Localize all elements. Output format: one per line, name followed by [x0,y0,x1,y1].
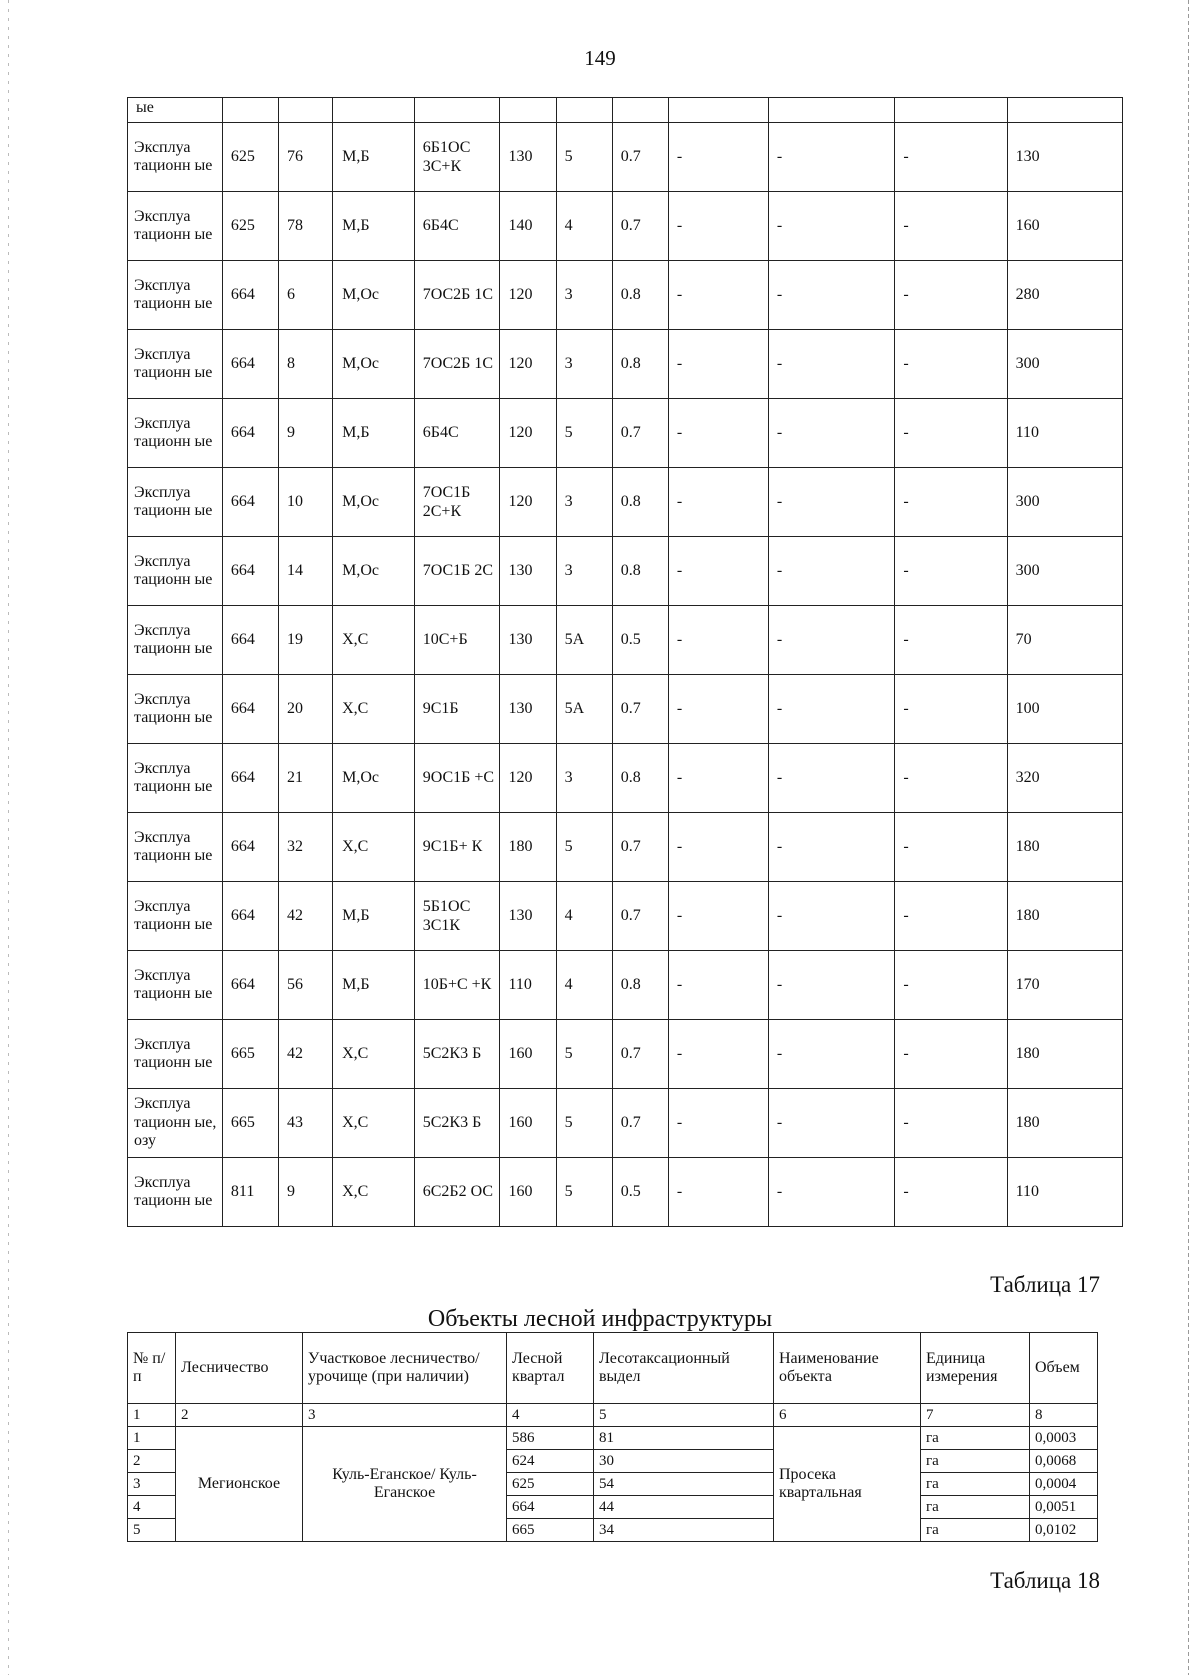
table-row [128,1089,1123,1158]
row-number: 5 [128,1519,176,1542]
plot-cell: 42 [279,1020,333,1089]
scan-edge-left [8,0,9,1675]
empty-cell: - [895,330,1007,399]
bonitet-cell: 4 [556,882,612,951]
empty-cell: - [895,1158,1007,1227]
column-number: 3 [303,1404,507,1427]
density-cell: 0.7 [612,1089,668,1158]
empty-cell: - [668,468,768,537]
quarter-cell: 664 [222,675,278,744]
bonitet-cell: 5 [556,123,612,192]
table-18-caption: Таблица 18 [990,1568,1100,1593]
category-cell: Эксплуа тационн ые, озу [128,1089,223,1158]
table-header-row [128,1333,1098,1404]
table-row [128,744,1123,813]
age-cell: 130 [500,606,556,675]
age-cell: 130 [500,537,556,606]
volume-cell: 100 [1007,675,1122,744]
density-cell: 0.8 [612,261,668,330]
age-cell: 180 [500,813,556,882]
logging-sites-table [127,97,1123,1227]
composition-cell: 5С2К3 Б [414,1089,500,1158]
empty-cell [222,98,278,123]
species-cell: Х,С [333,606,415,675]
plot-cell: 9 [279,1158,333,1227]
plot-cell: 54 [594,1473,774,1496]
table-row [128,675,1123,744]
age-cell: 120 [500,261,556,330]
category-cell: Эксплуа тационн ые [128,1020,223,1089]
header-cell: Лесотаксационный выдел [594,1333,774,1404]
quarter-cell: 586 [507,1427,594,1450]
column-number: 6 [774,1404,921,1427]
empty-cell: - [668,606,768,675]
table-row [128,1158,1123,1227]
header-cell: Наименование объекта [774,1333,921,1404]
volume-cell: 180 [1007,882,1122,951]
composition-cell: 5С2К3 Б [414,1020,500,1089]
logging-sites-table-body [128,98,1123,1227]
bonitet-cell: 5А [556,606,612,675]
empty-cell [895,98,1007,123]
plot-cell: 42 [279,882,333,951]
empty-cell: - [768,882,895,951]
quarter-cell: 664 [222,606,278,675]
table-row [128,606,1123,675]
empty-cell: - [895,192,1007,261]
composition-cell: 7ОС1Б 2С+К [414,468,500,537]
empty-cell [333,98,415,123]
empty-cell: - [668,123,768,192]
density-cell: 0.7 [612,813,668,882]
quarter-cell: 625 [222,192,278,261]
volume-cell: 70 [1007,606,1122,675]
empty-cell: - [768,261,895,330]
composition-cell: 9ОС1Б +С [414,744,500,813]
species-cell: М,Ос [333,744,415,813]
column-number-row [128,1404,1098,1427]
species-cell: М,Б [333,951,415,1020]
empty-cell: - [768,330,895,399]
bonitet-cell: 5 [556,399,612,468]
unit-cell: га [921,1427,1030,1450]
species-cell: Х,С [333,813,415,882]
age-cell: 130 [500,675,556,744]
empty-cell [668,98,768,123]
column-number: 4 [507,1404,594,1427]
volume-cell: 110 [1007,399,1122,468]
species-cell: Х,С [333,1020,415,1089]
age-cell: 120 [500,468,556,537]
empty-cell: - [768,744,895,813]
row-number: 1 [128,1427,176,1450]
volume-cell: 0,0068 [1030,1450,1098,1473]
empty-cell [279,98,333,123]
density-cell: 0.7 [612,192,668,261]
header-cell: Лесной квартал [507,1333,594,1404]
empty-cell: - [768,951,895,1020]
row-number: 2 [128,1450,176,1473]
category-cell: Эксплуа тационн ые [128,1158,223,1227]
unit-cell: га [921,1450,1030,1473]
bonitet-cell: 3 [556,537,612,606]
empty-cell: - [668,675,768,744]
density-cell: 0.7 [612,882,668,951]
empty-cell: - [668,330,768,399]
table-row [128,468,1123,537]
quarter-cell: 625 [222,123,278,192]
composition-cell: 6Б1ОС 3С+К [414,123,500,192]
quarter-cell: 664 [222,537,278,606]
species-cell: Х,С [333,1158,415,1227]
category-cell: Эксплуа тационн ые [128,123,223,192]
table-row [128,123,1123,192]
age-cell: 140 [500,192,556,261]
table-row [128,951,1123,1020]
empty-cell: - [895,1020,1007,1089]
quarter-cell: 664 [507,1496,594,1519]
empty-cell: - [895,882,1007,951]
header-cell: Единица измерения [921,1333,1030,1404]
composition-cell: 6С2Б2 ОС [414,1158,500,1227]
table-17-title: Объекты лесной инфраструктуры [427,1306,773,1332]
quarter-cell: 664 [222,261,278,330]
plot-cell: 76 [279,123,333,192]
category-cell: Эксплуа тационн ые [128,813,223,882]
plot-cell: 32 [279,813,333,882]
empty-cell: - [768,606,895,675]
empty-cell: - [895,813,1007,882]
volume-cell: 180 [1007,1020,1122,1089]
plot-cell: 81 [594,1427,774,1450]
category-cell: Эксплуа тационн ые [128,744,223,813]
empty-cell: - [668,399,768,468]
plot-cell: 43 [279,1089,333,1158]
unit-cell: га [921,1473,1030,1496]
header-cell: № п/п [128,1333,176,1404]
plot-cell: 20 [279,675,333,744]
empty-cell: - [668,813,768,882]
column-number: 1 [128,1404,176,1427]
volume-cell: 130 [1007,123,1122,192]
quarter-cell: 664 [222,813,278,882]
age-cell: 130 [500,882,556,951]
empty-cell: - [895,744,1007,813]
empty-cell: - [895,468,1007,537]
empty-cell: - [768,537,895,606]
plot-cell: 21 [279,744,333,813]
forestry-cell: Мегионское [176,1427,303,1542]
empty-cell: - [768,123,895,192]
empty-cell: - [768,675,895,744]
empty-cell: - [895,1089,1007,1158]
density-cell: 0.5 [612,1158,668,1227]
bonitet-cell: 5 [556,1089,612,1158]
bonitet-cell: 5 [556,1020,612,1089]
empty-cell: - [895,951,1007,1020]
empty-cell: - [895,123,1007,192]
empty-cell: - [668,1020,768,1089]
quarter-cell: 664 [222,330,278,399]
composition-cell: 7ОС2Б 1С [414,261,500,330]
density-cell: 0.8 [612,330,668,399]
composition-cell: 6Б4С [414,399,500,468]
table-17-caption: Таблица 17 [990,1272,1100,1297]
empty-cell: - [768,813,895,882]
volume-cell: 160 [1007,192,1122,261]
composition-cell: 5Б1ОС 3С1К [414,882,500,951]
object-cell: Просека квартальная [774,1427,921,1542]
category-cell: Эксплуа тационн ые [128,537,223,606]
table-row [128,1427,1098,1450]
empty-cell: - [768,399,895,468]
table-row [128,537,1123,606]
volume-cell: 0,0004 [1030,1473,1098,1496]
category-cell: Эксплуа тационн ые [128,882,223,951]
species-cell: М,Ос [333,468,415,537]
density-cell: 0.7 [612,123,668,192]
volume-cell: 300 [1007,468,1122,537]
density-cell: 0.8 [612,951,668,1020]
empty-cell: - [668,261,768,330]
unit-cell: га [921,1496,1030,1519]
volume-cell: 0,0003 [1030,1427,1098,1450]
quarter-cell: 664 [222,399,278,468]
volume-cell: 0,0051 [1030,1496,1098,1519]
table-row [128,1020,1123,1089]
species-cell: М,Б [333,192,415,261]
bonitet-cell: 5 [556,813,612,882]
volume-cell: 170 [1007,951,1122,1020]
empty-cell: - [895,399,1007,468]
column-number: 5 [594,1404,774,1427]
column-number: 7 [921,1404,1030,1427]
empty-cell [556,98,612,123]
category-cell: Эксплуа тационн ые [128,468,223,537]
header-cell: Участковое лесничество/урочище (при наличии) [303,1333,507,1404]
empty-cell: - [768,1020,895,1089]
plot-cell: 56 [279,951,333,1020]
species-cell: М,Ос [333,261,415,330]
volume-cell: 300 [1007,330,1122,399]
species-cell: М,Б [333,123,415,192]
table-row [128,399,1123,468]
bonitet-cell: 3 [556,468,612,537]
plot-cell: 10 [279,468,333,537]
volume-cell: 0,0102 [1030,1519,1098,1542]
density-cell: 0.7 [612,675,668,744]
district-cell: Куль-Еганское/ Куль-Еганское [303,1427,507,1542]
empty-cell [612,98,668,123]
age-cell: 120 [500,330,556,399]
age-cell: 160 [500,1089,556,1158]
empty-cell: - [768,1089,895,1158]
category-cell: Эксплуа тационн ые [128,951,223,1020]
volume-cell: 180 [1007,1089,1122,1158]
forest-infrastructure-table [127,1332,1098,1542]
plot-cell: 78 [279,192,333,261]
table-row [128,813,1123,882]
empty-cell [414,98,500,123]
empty-cell: - [768,192,895,261]
empty-cell: - [668,951,768,1020]
table-row [128,330,1123,399]
column-number: 8 [1030,1404,1098,1427]
page-number: 149 [584,46,616,70]
volume-cell: 110 [1007,1158,1122,1227]
category-cell: Эксплуа тационн ые [128,261,223,330]
bonitet-cell: 5 [556,1158,612,1227]
column-number: 2 [176,1404,303,1427]
scan-edge-right [1188,0,1189,1675]
density-cell: 0.7 [612,1020,668,1089]
volume-cell: 300 [1007,537,1122,606]
density-cell: 0.5 [612,606,668,675]
plot-cell: 34 [594,1519,774,1542]
density-cell: 0.8 [612,744,668,813]
composition-cell: 6Б4С [414,192,500,261]
age-cell: 160 [500,1020,556,1089]
header-cell: Объем [1030,1333,1098,1404]
category-cell: Эксплуа тационн ые [128,192,223,261]
category-cell: Эксплуа тационн ые [128,675,223,744]
species-cell: М,Ос [333,330,415,399]
density-cell: 0.8 [612,468,668,537]
species-cell: Х,С [333,1089,415,1158]
empty-cell: - [895,261,1007,330]
volume-cell: 320 [1007,744,1122,813]
plot-cell: 6 [279,261,333,330]
bonitet-cell: 3 [556,261,612,330]
empty-cell: - [668,537,768,606]
age-cell: 130 [500,123,556,192]
composition-cell: 9С1Б [414,675,500,744]
empty-cell: - [895,537,1007,606]
composition-cell: 10Б+С +К [414,951,500,1020]
table-row [128,261,1123,330]
empty-cell: - [668,192,768,261]
density-cell: 0.8 [612,537,668,606]
quarter-cell: 664 [222,882,278,951]
table-row [128,192,1123,261]
species-cell: М,Б [333,399,415,468]
plot-cell: 9 [279,399,333,468]
density-cell: 0.7 [612,399,668,468]
empty-cell: - [668,1089,768,1158]
empty-cell [1007,98,1122,123]
bonitet-cell: 4 [556,192,612,261]
table-row [128,882,1123,951]
species-cell: Х,С [333,675,415,744]
empty-cell: - [895,675,1007,744]
table-row [128,98,1123,123]
composition-cell: 7ОС1Б 2С [414,537,500,606]
empty-cell: - [668,1158,768,1227]
plot-cell: 30 [594,1450,774,1473]
volume-cell: 280 [1007,261,1122,330]
quarter-cell: 811 [222,1158,278,1227]
category-cell: ые [128,98,223,123]
header-cell: Лесничество [176,1333,303,1404]
category-cell: Эксплуа тационн ые [128,399,223,468]
category-cell: Эксплуа тационн ые [128,606,223,675]
composition-cell: 7ОС2Б 1С [414,330,500,399]
quarter-cell: 664 [222,744,278,813]
empty-cell [768,98,895,123]
composition-cell: 9С1Б+ К [414,813,500,882]
row-number: 4 [128,1496,176,1519]
row-number: 3 [128,1473,176,1496]
plot-cell: 44 [594,1496,774,1519]
empty-cell [500,98,556,123]
species-cell: М,Б [333,882,415,951]
quarter-cell: 664 [222,951,278,1020]
empty-cell: - [668,744,768,813]
composition-cell: 10С+Б [414,606,500,675]
plot-cell: 14 [279,537,333,606]
plot-cell: 19 [279,606,333,675]
bonitet-cell: 4 [556,951,612,1020]
bonitet-cell: 3 [556,744,612,813]
age-cell: 110 [500,951,556,1020]
empty-cell: - [768,468,895,537]
age-cell: 120 [500,399,556,468]
quarter-cell: 665 [222,1020,278,1089]
plot-cell: 8 [279,330,333,399]
quarter-cell: 625 [507,1473,594,1496]
species-cell: М,Ос [333,537,415,606]
age-cell: 120 [500,744,556,813]
bonitet-cell: 5А [556,675,612,744]
age-cell: 160 [500,1158,556,1227]
empty-cell: - [895,606,1007,675]
quarter-cell: 665 [222,1089,278,1158]
category-cell: Эксплуа тационн ые [128,330,223,399]
empty-cell: - [768,1158,895,1227]
quarter-cell: 624 [507,1450,594,1473]
bonitet-cell: 3 [556,330,612,399]
quarter-cell: 664 [222,468,278,537]
volume-cell: 180 [1007,813,1122,882]
quarter-cell: 665 [507,1519,594,1542]
unit-cell: га [921,1519,1030,1542]
empty-cell: - [668,882,768,951]
